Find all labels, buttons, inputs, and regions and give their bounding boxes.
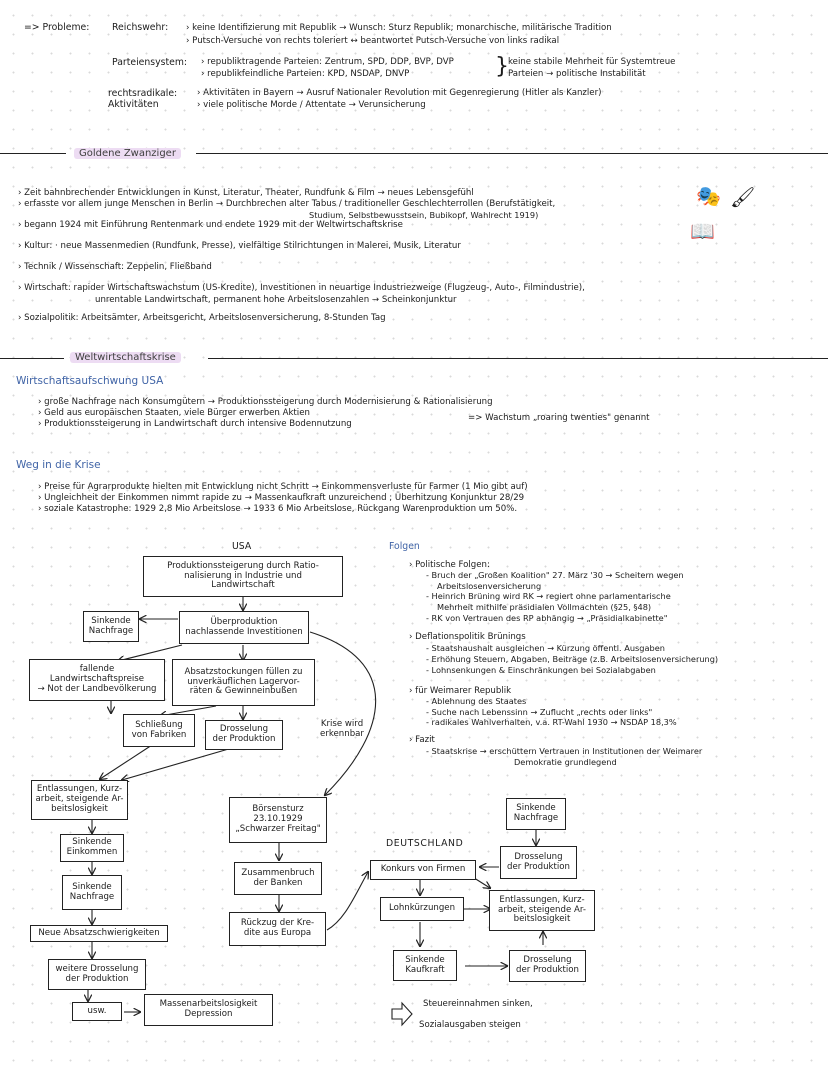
sozial-line: › Sozialpolitik: Arbeitsämter, Arbeitsgericht, Arbeitslosenversicherung, 8-Stunden Tag bbox=[18, 313, 386, 323]
box-sinkende-kaufkraft: Sinkende Kaufkraft bbox=[393, 950, 457, 981]
kultur-line: › Kultur: · neue Massenmedien (Rundfunk, Presse), vielfältige Stilrichtungen in Malerei, Musik, Literatur bbox=[18, 241, 461, 251]
goldene-line-1: › Zeit bahnbrechender Entwicklungen in Kunst, Literatur, Theater, Rundfunk & Film → neues Lebensgefühl bbox=[18, 188, 474, 198]
steuer-line-2: Sozialausgaben steigen bbox=[419, 1020, 521, 1030]
rechts-label-2: Aktivitäten bbox=[108, 99, 159, 110]
folgen-def-3: - Lohnsenkungen & Einschränkungen bei Sozialabgaben bbox=[426, 665, 656, 675]
usa-result: => Wachstum „roaring twenties" genannt bbox=[468, 413, 650, 423]
parteien-line-2: › republikfeindliche Parteien: KPD, NSDAP, DNVP bbox=[201, 69, 410, 79]
brace-icon: } bbox=[495, 54, 509, 79]
box-de-drosselung-1: Drosselung der Produktion bbox=[500, 846, 577, 879]
krise-subtitle: Weg in die Krise bbox=[16, 459, 101, 471]
folgen-pol-2b: Mehrheit mithilfe präsidialen Vollmachten (§25, §48) bbox=[437, 602, 652, 612]
box-schliessung: Schließung von Fabriken bbox=[123, 714, 195, 747]
folgen-wr-1: - Ablehnung des Staates bbox=[426, 696, 527, 706]
parteien-line-1: › republiktragende Parteien: Zentrum, SPD, DDP, BVP, DVP bbox=[201, 57, 454, 67]
box-usw: usw. bbox=[72, 1002, 122, 1021]
folgen-wr-2: - Suche nach Lebenssinn → Zuflucht „rechts oder links" bbox=[426, 707, 653, 717]
folgen-def-2: - Erhöhung Steuern, Abgaben, Beiträge (z.B. Arbeitslosenversicherung) bbox=[426, 654, 719, 664]
usa-line-3: › Produktionssteigerung in Landwirtschaft durch intensive Bodennutzung bbox=[38, 419, 352, 429]
goldene-line-2: › erfasste vor allem junge Menschen in Berlin → Durchbrechen alter Tabus / traditioneller Geschlechterrollen (Berufstätigkeit, bbox=[18, 199, 556, 209]
reichswehr-line-2: › Putsch-Versuche von rechts toleriert ↔ beantwortet Putsch-Versuche von links radikal bbox=[186, 36, 560, 46]
box-weitere-drosselung: weitere Drosselung der Produktion bbox=[48, 959, 146, 990]
steuer-line-1: Steuereinnahmen sinken, bbox=[423, 999, 533, 1009]
folgen-def-1: - Staatshaushalt ausgleichen → Kürzung öffentl. Ausgaben bbox=[426, 643, 665, 653]
folgen-pol-1: - Bruch der „Großen Koalition" 27. März '30 → Scheitern wegen bbox=[426, 570, 684, 580]
box-de-entlassungen: Entlassungen, Kurz- arbeit, steigende Ar- beitslosigkeit bbox=[489, 890, 595, 931]
box-de-drosselung-2: Drosselung der Produktion bbox=[509, 950, 586, 982]
folgen-title: Folgen bbox=[389, 541, 420, 552]
krise-line-2: › Ungleichheit der Einkommen nimmt rapide zu → Massenkaufkraft unzureichend ; Überhitzung Konjunktur 28/29 bbox=[38, 493, 525, 503]
usa-chart-title: USA bbox=[232, 541, 252, 552]
box-drosselung: Drosselung der Produktion bbox=[205, 720, 283, 750]
folgen-wr-title: › für Weimarer Republik bbox=[409, 686, 512, 696]
folgen-fazit-1b: Demokratie grundlegend bbox=[514, 757, 617, 767]
folgen-pol-2: - Heinrich Brüning wird RK → regiert ohne parlamentarische bbox=[426, 591, 671, 601]
rechts-line-2: › viele politische Morde / Attentate → Verunsicherung bbox=[197, 100, 426, 110]
rechts-label-1: rechtsradikale: bbox=[108, 88, 178, 99]
wirtschaft-line-1: › Wirtschaft: rapider Wirtschaftswachstum (US-Kredite), Investitionen in neuartige Industriezweige (Flugzeug-, Auto-, Filmindustrie), bbox=[18, 283, 585, 293]
quill-icon: 🖌 bbox=[730, 185, 756, 209]
reichswehr-line-1: › keine Identifizierung mit Republik → Wunsch: Sturz Republik; monarchische, militärische Tradition bbox=[186, 23, 612, 33]
krise-line-3: › soziale Katastrophe: 1929 2,8 Mio Arbeitslose → 1933 6 Mio Arbeitslose, Rückgang Warenproduktion um 50%. bbox=[38, 504, 518, 514]
box-absatzstockungen: Absatzstockungen füllen zu unverkäuflichen Lagervor- räten & Gewinneinbußen bbox=[172, 659, 315, 706]
book-icon: 📖 bbox=[690, 219, 715, 243]
folgen-fazit-title: › Fazit bbox=[409, 735, 435, 745]
rechts-line-1: › Aktivitäten in Bayern → Ausruf Nationaler Revolution mit Gegenregierung (Hitler als Kanzler) bbox=[197, 88, 602, 98]
folgen-pol-title: › Politische Folgen: bbox=[409, 560, 490, 570]
usa-subtitle: Wirtschaftsaufschwung USA bbox=[16, 375, 164, 387]
usa-line-1: › große Nachfrage nach Konsumgütern → Produktionssteigerung durch Modernisierung & Rationalisierung bbox=[38, 397, 493, 407]
theater-masks-icon: 🎭 bbox=[696, 184, 721, 208]
box-zusammenbruch-banken: Zusammenbruch der Banken bbox=[234, 862, 322, 895]
box-fallende-preise: fallende Landwirtschaftspreise → Not der Landbevölkerung bbox=[29, 659, 165, 701]
krise-line-1: › Preise für Agrarprodukte hielten mit Entwicklung nicht Schritt → Einkommensverluste für Farmer (1 Mio gibt auf) bbox=[38, 482, 528, 492]
box-boersensturz: Börsensturz 23.10.1929 „Schwarzer Freitag" bbox=[229, 797, 327, 843]
welt-title: Weltwirtschaftskrise bbox=[70, 352, 181, 363]
box-konkurs: Konkurs von Firmen bbox=[370, 860, 476, 880]
goldene-line-3: › begann 1924 mit Einführung Rentenmark und endete 1929 mit der Weltwirtschaftskrise bbox=[18, 220, 403, 230]
box-produktionssteigerung: Produktionssteigerung durch Ratio- nalisierung in Industrie und Landwirtschaft bbox=[143, 556, 343, 597]
technik-line: › Technik / Wissenschaft: Zeppelin, Fließband bbox=[18, 262, 212, 272]
folgen-def-title: › Deflationspolitik Brünings bbox=[409, 632, 526, 642]
folgen-pol-1b: Arbeitslosenversicherung bbox=[437, 581, 542, 591]
box-de-sinkende-nachfrage: Sinkende Nachfrage bbox=[506, 798, 566, 830]
folgen-fazit-1: - Staatskrise → erschüttern Vertrauen in Institutionen der Weimarer bbox=[426, 746, 703, 756]
box-sinkende-nachfrage-2: Sinkende Nachfrage bbox=[62, 875, 122, 910]
box-neue-absatzschwierigkeiten: Neue Absatzschwierigkeiten bbox=[30, 925, 168, 942]
folgen-wr-3: - radikales Wahlverhalten, v.a. RT-Wahl 1930 → NSDAP 18,3% bbox=[426, 717, 677, 727]
de-chart-title: DEUTSCHLAND bbox=[386, 838, 464, 849]
folgen-pol-3: - RK von Vertrauen des RP abhängig → „Präsidialkabinette" bbox=[426, 613, 668, 623]
parteien-right-2: Parteien → politische Instabilität bbox=[508, 69, 646, 79]
box-massenarbeitslosigkeit: Massenarbeitslosigkeit Depression bbox=[144, 994, 273, 1026]
krise-erkennbar-note: Krise wird erkennbar bbox=[320, 719, 364, 739]
box-ueberproduktion: Überproduktion nachlassende Investitionen bbox=[179, 611, 309, 644]
box-sinkende-nachfrage: Sinkende Nachfrage bbox=[83, 611, 139, 642]
goldene-title: Goldene Zwanziger bbox=[74, 148, 181, 159]
usa-line-2: › Geld aus europäischen Staaten, viele Bürger erwerben Aktien bbox=[38, 408, 310, 418]
reichswehr-label: Reichswehr: bbox=[112, 22, 169, 33]
box-lohnkuerzungen: Lohnkürzungen bbox=[380, 897, 464, 921]
probleme-label: => Probleme: bbox=[24, 22, 90, 33]
box-rueckzug-kredite: Rückzug der Kre- dite aus Europa bbox=[229, 912, 326, 946]
goldene-line-2b: Studium, Selbstbewusstsein, Bubikopf, Wahlrecht 1919) bbox=[309, 210, 539, 220]
wirtschaft-line-2: unrentable Landwirtschaft, permanent hohe Arbeitslosenzahlen → Scheinkonjunktur bbox=[95, 295, 457, 305]
box-sinkende-einkommen: Sinkende Einkommen bbox=[60, 834, 124, 862]
box-entlassungen: Entlassungen, Kurz- arbeit, steigende Ar- beitslosigkeit bbox=[31, 780, 128, 820]
parteien-right-1: keine stabile Mehrheit für Systemtreue bbox=[508, 57, 676, 67]
parteien-label: Parteiensystem: bbox=[112, 57, 188, 68]
